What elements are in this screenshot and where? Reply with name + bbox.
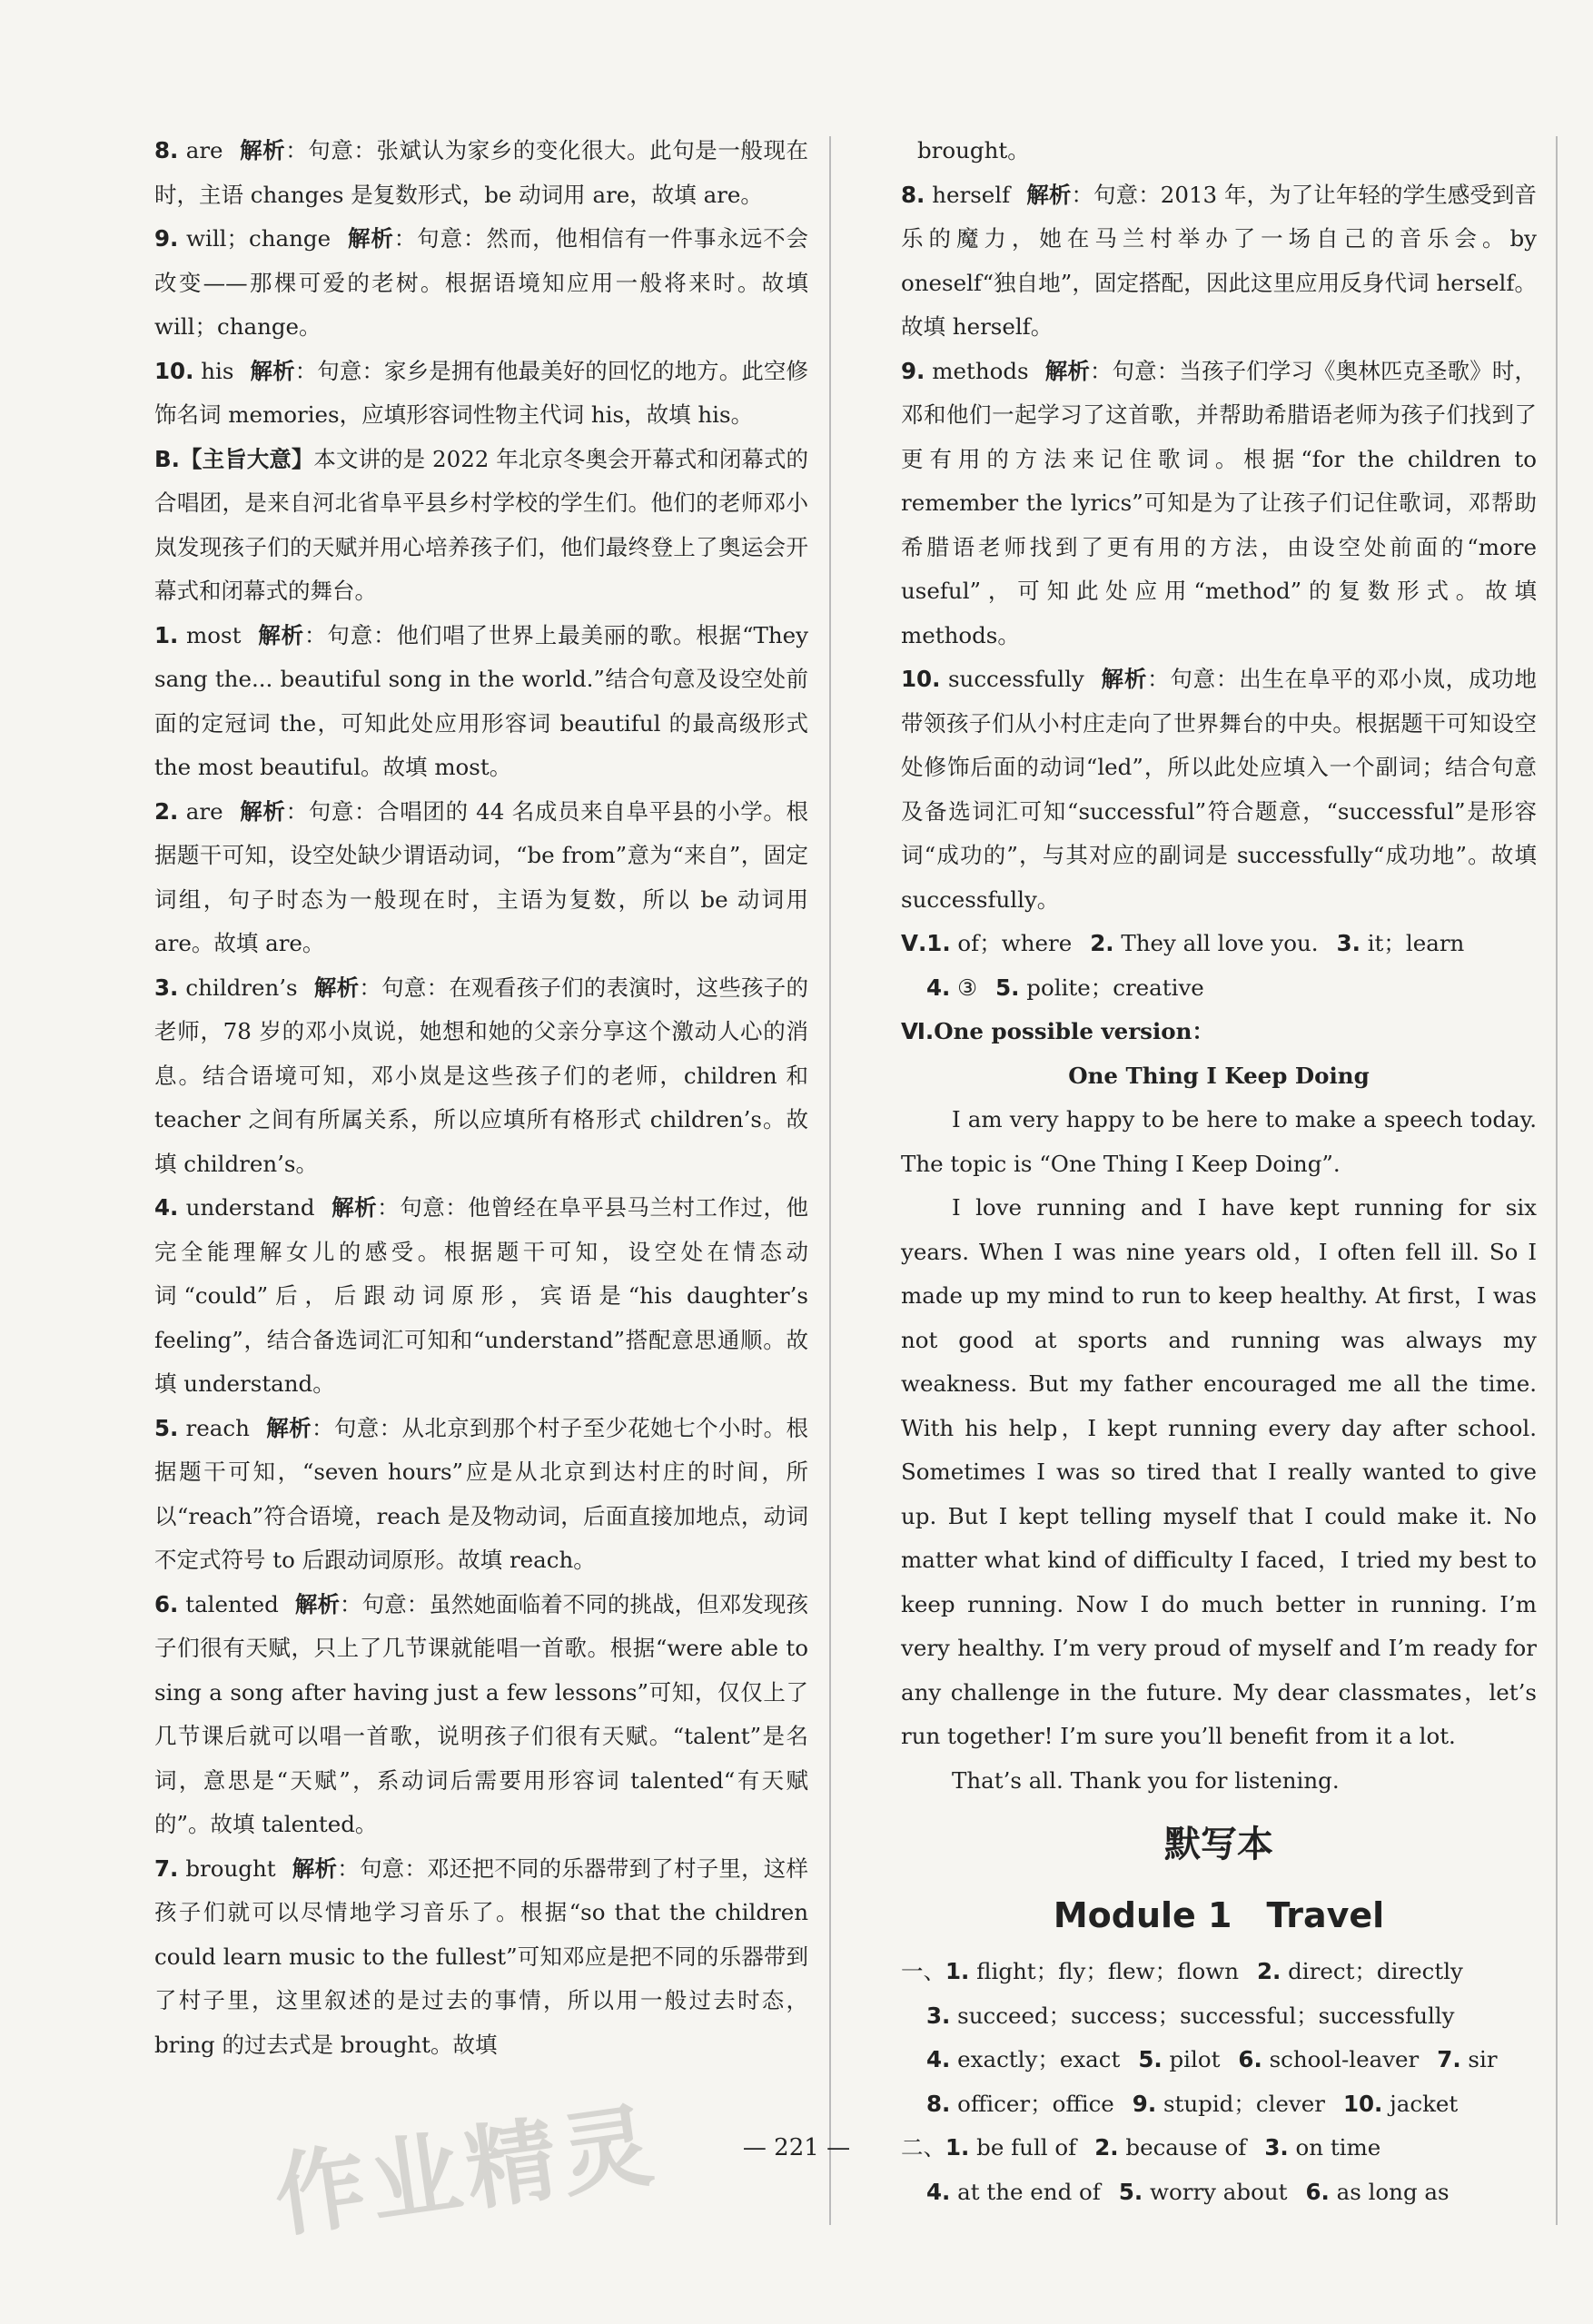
- answer-text: ③: [950, 974, 978, 1001]
- answer-number: 4.: [926, 2046, 951, 2072]
- right-column: [901, 129, 1537, 2214]
- column-divider: [829, 136, 831, 2225]
- section-5-label: Ⅴ.: [901, 930, 927, 956]
- answer-text: on time: [1288, 2134, 1381, 2161]
- analysis-tag: 解析: [294, 1590, 341, 1617]
- analysis-tag: 解析: [250, 357, 295, 384]
- essay-body: [901, 1098, 1537, 1803]
- answer-text: at the end of: [950, 2178, 1101, 2205]
- analysis-tag: 解析: [1044, 357, 1090, 384]
- item-number: 3.: [154, 974, 179, 1001]
- answer-row: [901, 2082, 1537, 2127]
- part-1-answers: [901, 1950, 1537, 2126]
- analysis-text: ：句意：当孩子们学习《奥林匹克圣歌》时，邓和他们一起学习了这首歌，并帮助希腊语老师为孩子们找到了更有用的方法来记住歌词。根据“for the children to remember the lyrics”可知是为了让孩子们记住歌词，邓帮助希腊语老师找到了更有用的方法，由设空处前面的“more useful”，可知此处应用“method”的复数形式。故填 methods。: [901, 357, 1538, 648]
- answer-row: [901, 1950, 1537, 1994]
- answer-row: [901, 1994, 1537, 2039]
- answer-row: [901, 2171, 1537, 2215]
- answer-number: 4.: [926, 2178, 951, 2205]
- item-answer: reach: [178, 1414, 250, 1441]
- answer-number: 2.: [1256, 1958, 1281, 1984]
- analysis-tag: 解析: [239, 797, 286, 825]
- analysis-tag: 解析: [292, 1854, 338, 1882]
- answer-item: [901, 350, 1537, 658]
- analysis-tag: 解析: [239, 137, 286, 163]
- answer-text: officer；office: [950, 2090, 1114, 2117]
- analysis-text: ：句意：然而，他相信有一件事永远不会改变——那棵可爱的老树。根据语境知应用一般将来时。故填 will；change。: [154, 225, 808, 340]
- answer-number: 3.: [1264, 2134, 1289, 2161]
- answer-number: 9.: [1132, 2090, 1157, 2117]
- answer-item: [154, 966, 808, 1187]
- page-number: — 221 —: [742, 2134, 851, 2161]
- answer-number: 6.: [1238, 2046, 1262, 2072]
- item-number: 2.: [154, 797, 179, 825]
- answer-text: succeed；success；successful；successfully: [950, 2002, 1455, 2029]
- item-answer: methods: [925, 357, 1029, 384]
- answer-number: 10.: [1342, 2090, 1383, 2117]
- section-5-line-1: [901, 922, 1537, 966]
- answer-text: flight；fly；flew；flown: [969, 1958, 1239, 1984]
- analysis-text: ：句意：张斌认为家乡的变化很大。此句是一般现在时，主语 changes 是复数形式，be 动词用 are，故填 are。: [154, 137, 809, 208]
- item-number: 8.: [901, 181, 925, 208]
- answer-item: [154, 1186, 808, 1407]
- answer-item: [154, 790, 808, 966]
- analysis-tag: 解析: [265, 1414, 312, 1441]
- summary-text: 本文讲的是 2022 年北京冬奥会开幕式和闭幕式的合唱团，是来自河北省阜平县乡村学校的学生们。他们的老师邓小岚发现孩子们的天赋并用心培养孩子们，他们最终登上了奥运会开幕式和闭幕式的舞台。: [154, 445, 808, 604]
- section-6-heading: [901, 1010, 1537, 1054]
- section-5-answers-1: [926, 930, 1464, 956]
- answer-text: They all love you.: [1113, 930, 1319, 956]
- analysis-tag: 解析: [257, 621, 305, 648]
- answer-text: stupid；clever: [1156, 2090, 1325, 2117]
- answer-number: 1.: [945, 1958, 970, 1984]
- answer-item: [154, 129, 808, 217]
- answer-text: as long as: [1329, 2178, 1450, 2205]
- item-number: 10.: [901, 666, 941, 692]
- item-answer: herself: [925, 181, 1011, 208]
- section-5-line-2: [901, 966, 1537, 1011]
- analysis-text: ：句意：他们唱了世界上最美丽的歌。根据“They sang the... beautiful song in the world.”结合句意及设空处前面的定冠词 the，可知此处应用形容词 beautiful 的最高级形式 the most beautiful。故填 most。: [154, 621, 808, 780]
- item-answer: are: [178, 797, 223, 825]
- answer-text: pilot: [1162, 2046, 1221, 2072]
- part-label: 二、: [901, 2134, 945, 2161]
- item-number: 5.: [154, 1414, 179, 1441]
- answers-c-list: [901, 173, 1537, 923]
- answer-text: of；where: [950, 930, 1073, 956]
- page-edge-line: [1556, 136, 1558, 2225]
- analysis-text: ：句意：他曾经在阜平县马兰村工作过，他完全能理解女儿的感受。根据题干可知，设空处在情态动词“could”后，后跟动词原形，宾语是“his daughter’s feeling”，结合备选词汇可知和“understand”搭配意思通顺。故填 understand。: [154, 1194, 809, 1397]
- item-number: 9.: [154, 225, 179, 252]
- answer-number: 7.: [1437, 2046, 1461, 2072]
- answer-item: [901, 173, 1537, 350]
- answer-text: it；learn: [1360, 930, 1465, 956]
- analysis-text: ：句意：出生在阜平的邓小岚，成功地带领孩子们从小村庄走向了世界舞台的中央。根据题干可知设空处修饰后面的动词“led”，所以此处应填入一个副词；结合句意及备选词汇可知“successful”符合题意，“successful”是形容词“成功的”，与其对应的副词是 successfully“成功地”。故填 successfully。: [901, 666, 1538, 913]
- answer-item: [154, 217, 808, 350]
- item-answer: will；change: [178, 225, 331, 252]
- section-5-answers-2: [926, 974, 1204, 1001]
- answer-number: 6.: [1305, 2178, 1330, 2205]
- analysis-tag: 解析: [1100, 666, 1148, 692]
- answers-b-list: [154, 614, 808, 2068]
- answer-text: worry about: [1143, 2178, 1288, 2205]
- analysis-text: ：句意：合唱团的 44 名成员来自阜平县的小学。根据题干可知，设空处缺少谓语动词，“be from”意为“来自”，固定词组，句子时态为一般现在时，主语为复数，所以 be 动词用 are。故填 are。: [154, 797, 809, 956]
- answer-number: 3.: [1336, 930, 1360, 956]
- item-number: 8.: [154, 137, 179, 163]
- answer-number: 5.: [1138, 2046, 1163, 2072]
- analysis-text: ：句意：邓还把不同的乐器带到了村子里，这样孩子们就可以尽情地学习音乐了。根据“so that the children could learn music to the fullest”可知邓应是把不同的乐器带到了村子里，这里叙述的是过去的事情，所以用一般过去时态，bring 的过去式是 brought。故填: [154, 1854, 808, 2058]
- summary-tag: 【主旨大意】: [179, 445, 314, 472]
- watermark-logo: 作业精灵: [268, 2091, 665, 2250]
- item-answer: children’s: [178, 974, 298, 1001]
- essay-paragraph: That’s all. Thank you for listening.: [952, 1766, 1340, 1794]
- answer-item: [154, 1583, 808, 1847]
- analysis-tag: 解析: [347, 225, 394, 252]
- section-6-heading-text: One possible version：: [934, 1018, 1214, 1044]
- answer-text: direct；directly: [1281, 1958, 1463, 1984]
- analysis-tag: 解析: [331, 1194, 378, 1221]
- answer-number: 3.: [926, 2002, 951, 2029]
- answer-number: 2.: [1090, 930, 1114, 956]
- item-number: 4.: [154, 1194, 179, 1221]
- item-number: 6.: [154, 1590, 179, 1617]
- item-answer: most: [178, 621, 242, 648]
- analysis-text: ：句意：在观看孩子们的表演时，这些孩子的老师，78 岁的邓小岚说，她想和她的父亲分享这个激动人心的消息。结合语境可知，邓小岚是这些孩子们的老师，children 和 teacher 之间有所属关系，所以应填所有格形式 children’s。故填 children’s。: [154, 974, 809, 1177]
- answer-number: 1.: [945, 2134, 970, 2161]
- answer-text: jacket: [1382, 2090, 1459, 2117]
- item-number: 1.: [154, 621, 179, 648]
- answer-number: 1.: [926, 930, 951, 956]
- essay-paragraph: I am very happy to be here to make a speech today. The topic is “One Thing I Keep Doing”.: [901, 1106, 1537, 1177]
- item-number: 10.: [154, 357, 194, 384]
- answer-number: 8.: [926, 2090, 951, 2117]
- answer-item: [154, 614, 808, 790]
- analysis-text: ：句意：从北京到那个村子至少花她七个小时。根据题干可知，“seven hours”应是从北京到达村庄的时间，所以“reach”符合语境，reach 是及物动词，后面直接加地点，动词不定式符号 to 后跟动词原形。故填 reach。: [154, 1414, 809, 1573]
- answer-item: [154, 1847, 808, 2068]
- item-number: 9.: [901, 357, 925, 384]
- passage-b-summary: [154, 438, 808, 614]
- item-answer: his: [193, 357, 234, 384]
- module-title: Module 1 Travel: [1053, 1895, 1385, 1935]
- essay-paragraph: I love running and I have kept running for six years. When I was nine years old，I often fell ill. So I made up my mind to run to keep healthy. At first，I was not good at sports and running was always my weakness. But my father encouraged me all the time. With his help，I kept running every day after school. Sometimes I was so tired that I really wanted to give up. But I kept telling myself that I could make it. No matter what kind of difficulty I faced，I tried my best to keep running. Now I do much better in running. I’m very healthy. I’m very proud of myself and I’m ready for any challenge in the future. My dear classmates，let’s run together! I’m sure you’ll benefit from it a lot.: [901, 1194, 1537, 1749]
- answer-text: exactly；exact: [950, 2046, 1121, 2072]
- answer-item: [154, 1407, 808, 1583]
- part-label: 一、: [901, 1958, 945, 1984]
- answer-number: 5.: [1118, 2178, 1143, 2205]
- item-answer: are: [178, 137, 223, 163]
- answer-text: because of: [1118, 2134, 1247, 2161]
- item-answer: successfully: [940, 666, 1084, 692]
- left-column: [154, 129, 808, 2067]
- item-number: 7.: [154, 1854, 179, 1882]
- answer-item: [154, 350, 808, 438]
- answer-number: 2.: [1094, 2134, 1119, 2161]
- answers-a-list: [154, 129, 808, 438]
- answer-item: [901, 658, 1537, 922]
- analysis-text: ：句意：家乡是拥有他最美好的回忆的地方。此空修饰名词 memories，应填形容词性物主代词 his，故填 his。: [154, 357, 809, 428]
- analysis-text: ：句意：虽然她面临着不同的挑战，但邓发现孩子们很有天赋，只上了几节课就能唱一首歌。根据“were able to sing a song after having just a few lessons”可知，仅仅上了几节课后就可以唱一首歌，说明孩子们很有天赋。“talent”是名词，意思是“天赋”，系动词后需要用形容词 talented“有天赋的”。故填 talented。: [154, 1590, 809, 1837]
- section-title: 默写本: [1164, 1824, 1273, 1865]
- analysis-text: ：句意：2013 年，为了让年轻的学生感受到音乐的魔力，她在马兰村举办了一场自己的音乐会。by oneself“独自地”，固定搭配，因此这里应用反身代词 herself。故填 herself。: [901, 181, 1538, 340]
- essay-title: One Thing I Keep Doing: [1068, 1062, 1370, 1089]
- item-answer: brought: [178, 1854, 276, 1882]
- answer-row: [901, 2038, 1537, 2082]
- passage-b-label: B.: [154, 445, 180, 472]
- continued-text: brought。: [917, 137, 1030, 163]
- analysis-tag: 解析: [313, 974, 360, 1001]
- answer-number: 4.: [926, 974, 951, 1001]
- answer-number: 5.: [995, 974, 1020, 1001]
- answer-text: be full of: [969, 2134, 1077, 2161]
- answer-text: school-leaver: [1262, 2046, 1420, 2072]
- analysis-tag: 解析: [1026, 181, 1072, 208]
- item-answer: talented: [178, 1590, 279, 1617]
- item-answer: understand: [178, 1194, 315, 1221]
- section-6-label: Ⅵ.: [901, 1018, 935, 1044]
- answer-text: polite；creative: [1019, 974, 1204, 1001]
- answer-text: sir: [1460, 2046, 1498, 2072]
